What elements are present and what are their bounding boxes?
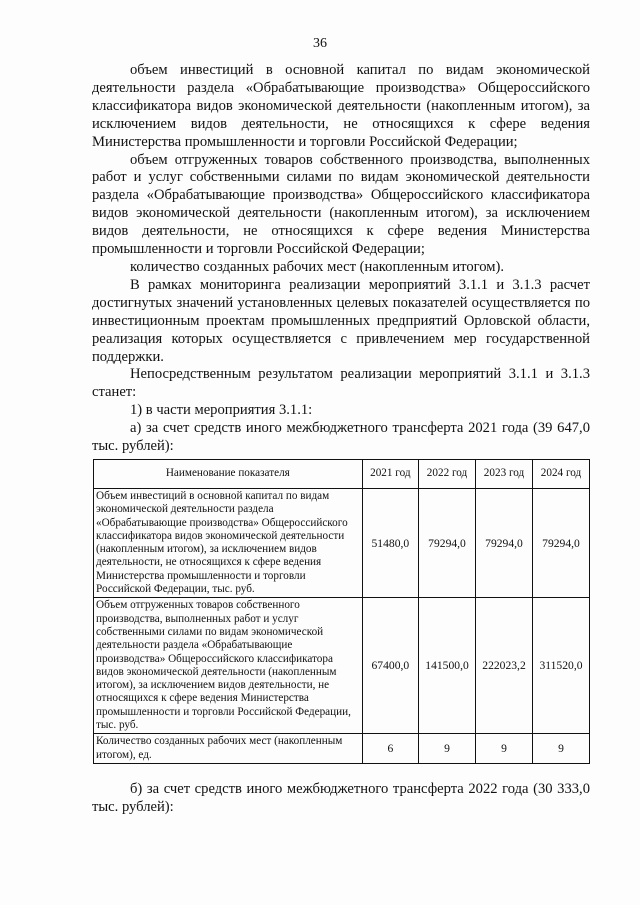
page-number: 36 — [313, 36, 327, 51]
paragraph-part-1: 1) в части мероприятия 3.1.1: — [130, 402, 313, 419]
header-2022: 2022 год — [419, 460, 476, 489]
indicators-table-wrap — [93, 459, 590, 764]
paragraph-item-b: б) за счет средств иного межбюджетного трансферта 2022 года (30 333,0 тыс. рублей): — [92, 781, 590, 815]
paragraph-monitoring: В рамках мониторинга реализации мероприятий 3.1.1 и 3.1.3 расчет достигнутых значений установленных целевых показателей осуществляется по инвестиционным проектам промышленных предприятий Орловской области, реализация которых осуществляется с привлечением мер государственной поддержки. — [92, 276, 590, 365]
row-jobs-2022: 9 — [419, 734, 476, 764]
row-jobs-2021: 6 — [362, 734, 418, 764]
tail-text — [92, 781, 590, 817]
paragraph-shipped-goods: объем отгруженных товаров собственного производства, выполненных работ и услуг собственными силами по видам экономической деятельности раздела «Обрабатывающие производства» Общероссийского классификатора видов экономической деятельности (накопленным итогом), за исключением видов деятельности, не относящихся к сфере ведения Министерства промышленности и торговли Российской Федерации; — [92, 151, 590, 258]
row-jobs-2023: 9 — [476, 734, 533, 764]
row-shipped-name: Объем отгруженных товаров собственного производства, выполненных работ и услуг собственными силами по видам экономической деятельности раздела «Обрабатывающие производства» Общероссийского классификатора видов экономической деятельности (накопленным итогом), за исключением видов деятельности, не относящихся к сфере ведения Министерства промышленности и торговли Российской Федерации, тыс. руб. — [94, 598, 363, 734]
paragraph-investment: объем инвестиций в основной капитал по видам экономической деятельности раздела «Обрабатывающие производства» Общероссийского классификатора видов экономической деятельности (накопленным итогом), за исключением видов деятельности, не относящихся к сфере ведения Министерства промышленности и торговли Российской Федерации; — [92, 62, 590, 150]
row-jobs-2024: 9 — [533, 734, 590, 764]
row-investment-name: Объем инвестиций в основной капитал по видам экономической деятельности раздела «Обрабатывающие производства» Общероссийского классификатора видов экономической деятельности (накопленным итогом), за исключением видов деятельности, не относящихся к сфере ведения Министерства промышленности и торговли Российской Федерации, тыс. руб. — [94, 489, 363, 598]
row-investment-2024: 79294,0 — [533, 489, 590, 598]
row-investment-2023: 79294,0 — [476, 489, 533, 598]
header-2021: 2021 год — [362, 460, 418, 489]
row-investment-2022: 79294,0 — [419, 489, 476, 598]
paragraph-jobs: количество созданных рабочих мест (накопленным итогом). — [130, 258, 505, 275]
header-2024: 2024 год — [533, 460, 590, 489]
table-row — [94, 489, 590, 598]
row-shipped-2021: 67400,0 — [362, 598, 418, 734]
row-investment-2021: 51480,0 — [362, 489, 418, 598]
indicators-table — [93, 459, 590, 764]
table-row — [94, 598, 590, 734]
header-2023: 2023 год — [476, 460, 533, 489]
table-row — [94, 734, 590, 764]
paragraph-result: Непосредственным результатом реализации мероприятий 3.1.1 и 3.1.3 станет: — [92, 366, 590, 401]
row-shipped-2024: 311520,0 — [533, 598, 590, 734]
row-shipped-2023: 222023,2 — [476, 598, 533, 734]
row-jobs-name: Количество созданных рабочих мест (накопленным итогом), ед. — [94, 734, 363, 764]
paragraph-item-a: а) за счет средств иного межбюджетного трансферта 2021 года (39 647,0 тыс. рублей): — [92, 420, 590, 455]
row-shipped-2022: 141500,0 — [419, 598, 476, 734]
header-indicator-name: Наименование показателя — [94, 460, 363, 489]
body-text — [92, 62, 590, 456]
table-header-row — [94, 460, 590, 489]
